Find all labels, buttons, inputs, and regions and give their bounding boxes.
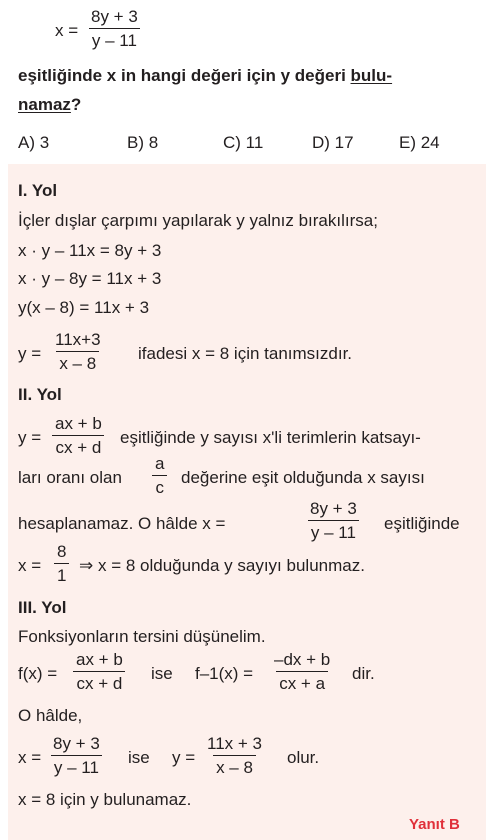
yol2-heading: II. Yol [18, 385, 62, 404]
yol3-heading: III. Yol [18, 598, 67, 617]
fraction-denominator: cx + d [52, 435, 104, 456]
fraction-denominator: cx + d [73, 671, 125, 692]
yol2-y-lhs: y = [18, 428, 42, 447]
yol3-x-lhs: x = [18, 748, 42, 767]
yol3-dir: dir. [352, 664, 375, 683]
yol1-step-2: x · y – 8y = 11x + 3 [18, 269, 162, 288]
fraction-numerator: a [155, 454, 165, 473]
yol1-step-1: x · y – 11x = 8y + 3 [18, 241, 162, 260]
yol1-y-fraction [52, 331, 104, 372]
yol3-intro: Fonksiyonların tersini düşünelim. [18, 627, 266, 646]
yol3-x-fraction [50, 735, 103, 776]
yol3-y-lhs: y = [172, 748, 196, 767]
yol3-y-fraction [204, 735, 265, 776]
choice-a[interactable]: A) 3 [18, 133, 50, 152]
yol2-ac-fraction [152, 455, 167, 496]
yol2-general-fraction [52, 415, 105, 456]
yol3-ohalde: O hâlde, [18, 706, 83, 725]
yol1-heading: I. Yol [18, 181, 58, 200]
question-underlined: bulu- [350, 66, 393, 85]
yol1-y-text: ifadesi x = 8 için tanımsızdır. [138, 344, 353, 363]
fraction-denominator: y – 11 [51, 755, 102, 776]
yol1-y-lhs: y = [18, 344, 42, 363]
yol2-line-4-suffix: ⇒ x = 8 olduğunda y sayıyı bulunmaz. [79, 556, 365, 575]
fraction-denominator: c [152, 475, 167, 496]
fraction-denominator: x – 8 [213, 755, 256, 776]
yol3-ise-2: ise [128, 748, 150, 767]
yol2-line-2-suffix: değerine eşit olduğunda x sayısı [181, 468, 425, 487]
fraction-denominator: x – 8 [56, 351, 99, 372]
fraction-numerator: 8y + 3 [310, 499, 357, 518]
choice-c[interactable]: C) 11 [223, 133, 264, 152]
fraction-denominator: y – 11 [89, 28, 140, 49]
choice-d[interactable]: D) 17 [312, 133, 354, 152]
answer-label: Yanıt B [409, 816, 460, 833]
yol2-line-3-prefix: hesaplanamaz. O hâlde x = [18, 514, 226, 533]
choice-e[interactable]: E) 24 [399, 133, 440, 152]
question-mark: ? [70, 95, 82, 114]
yol1-intro: İçler dışlar çarpımı yapılarak y yalnız bırakılırsa; [18, 211, 378, 230]
yol3-finv-fraction [271, 651, 333, 692]
yol2-line-1: eşitliğinde y sayısı x'li terimlerin katsayı- [120, 428, 421, 447]
fraction-numerator: ax + b [76, 650, 123, 669]
fraction-numerator: 8y + 3 [91, 7, 138, 26]
yol2-line-3-fraction [307, 500, 360, 541]
fraction-numerator: –dx + b [274, 650, 331, 669]
yol3-f-lhs: f(x) = [18, 664, 58, 683]
fraction-denominator: y – 11 [308, 520, 359, 541]
question-line-1 [18, 66, 392, 86]
fraction-denominator: 1 [54, 563, 69, 584]
yol1-step-3: y(x – 8) = 11x + 3 [18, 298, 150, 317]
yol3-conclusion: x = 8 için y bulunamaz. [18, 790, 192, 809]
choice-b[interactable]: B) 8 [127, 133, 159, 152]
yol2-x-fraction [54, 543, 69, 584]
fraction-numerator: 8 [57, 542, 67, 561]
fraction-numerator: 8y + 3 [53, 734, 100, 753]
question-line-2 [18, 95, 81, 115]
question-text: eşitliğinde x in hangi değeri için y değeri [18, 66, 351, 85]
yol2-line-3-suffix: eşitliğinde [384, 514, 460, 533]
fraction-numerator: 11x + 3 [207, 734, 262, 753]
fraction-numerator: ax + b [55, 414, 102, 433]
yol3-ise-1: ise [151, 664, 173, 683]
yol2-line-2-prefix: ları oranı olan [18, 468, 122, 487]
yol2-x-lhs: x = [18, 556, 42, 575]
question-underlined-2: namaz [18, 95, 71, 114]
equation-lhs: x = [55, 21, 79, 40]
yol3-olur: olur. [287, 748, 320, 767]
yol3-finv-lhs: f–1(x) = [195, 664, 254, 683]
yol3-f-fraction [73, 651, 126, 692]
fraction-denominator: cx + a [276, 671, 328, 692]
fraction-numerator: 11x+3 [55, 330, 101, 349]
question-fraction [88, 8, 141, 49]
